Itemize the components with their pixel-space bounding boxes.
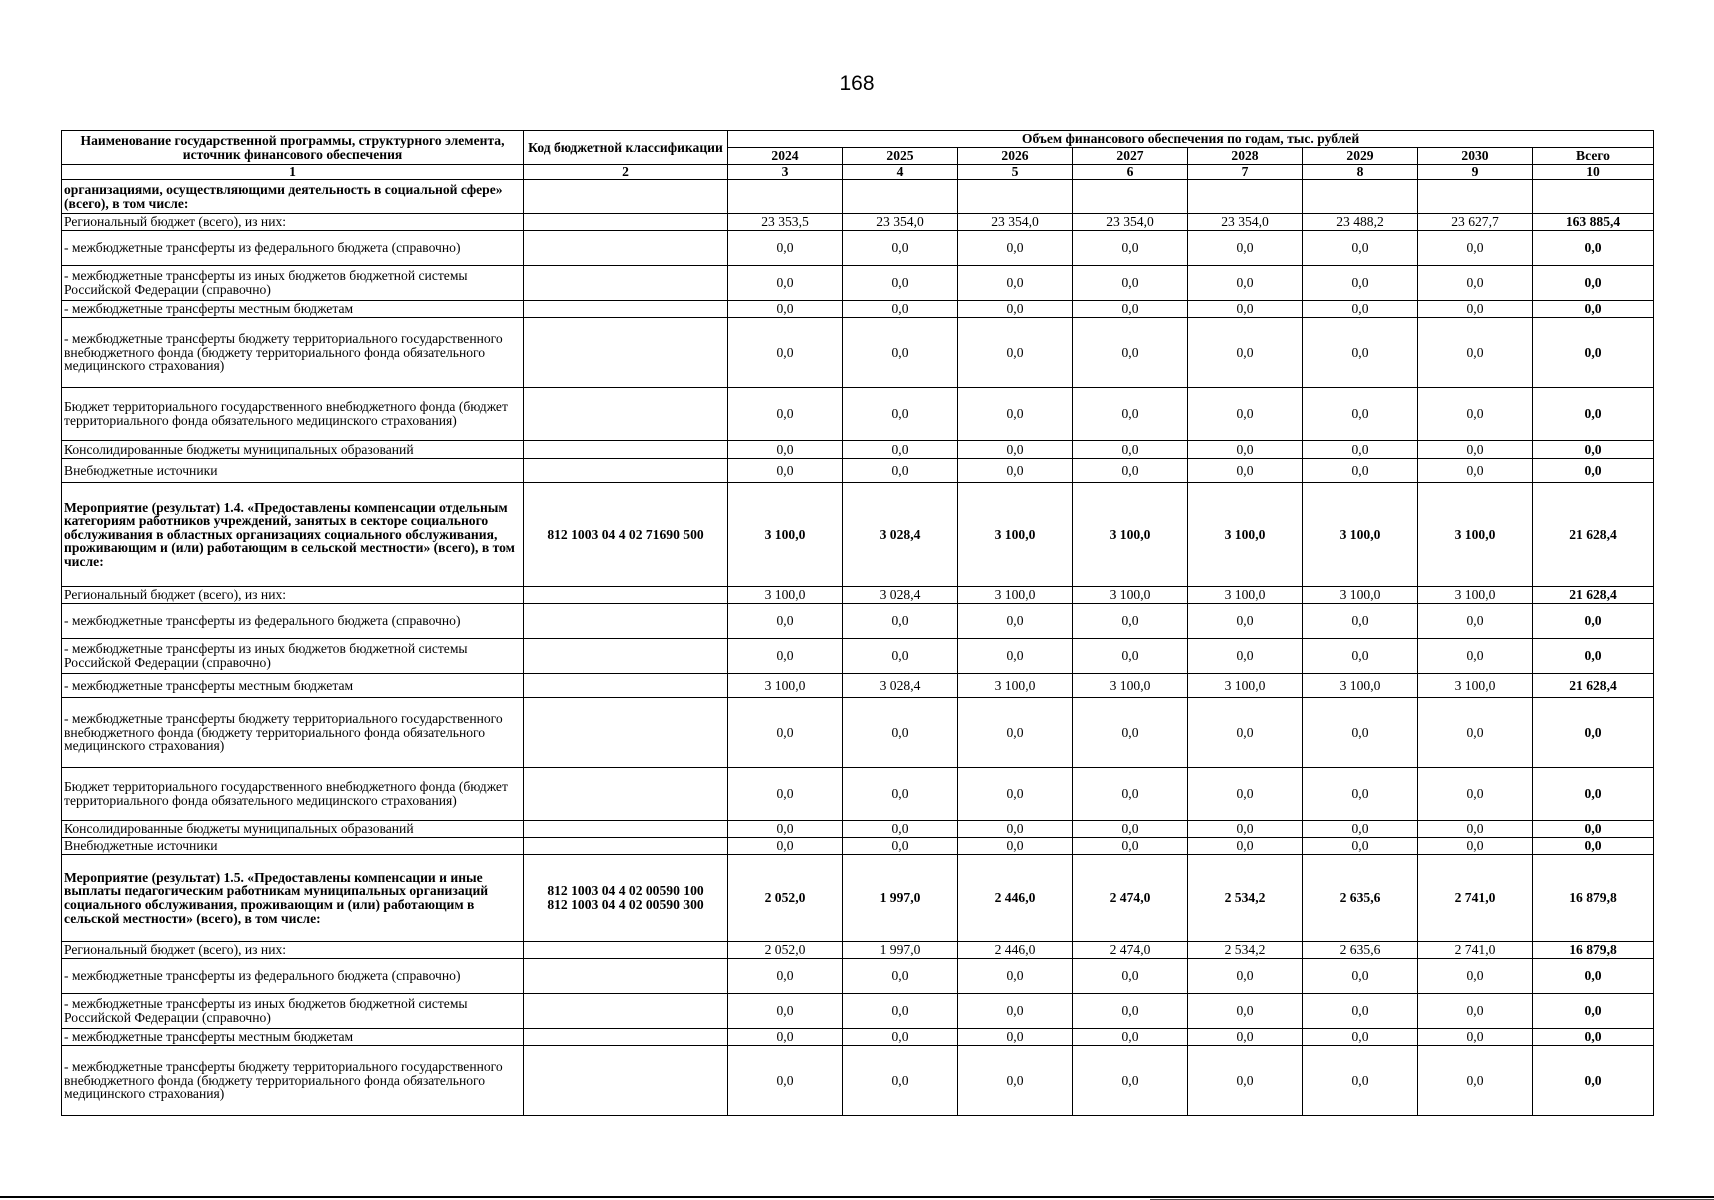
row-value-2024: 3 100,0 xyxy=(728,587,843,604)
row-value-2024: 0,0 xyxy=(728,459,843,483)
row-value-2026: 0,0 xyxy=(958,1046,1073,1116)
row-code xyxy=(524,942,728,959)
row-name: Региональный бюджет (всего), из них: xyxy=(62,214,524,231)
row-value-2029: 23 488,2 xyxy=(1303,214,1418,231)
row-total xyxy=(1533,180,1654,214)
row-value-2026: 0,0 xyxy=(958,459,1073,483)
row-name: - межбюджетные трансферты бюджету территориального государственного внебюджетного фонда (бюджету территориального фонда обязательного медицинского страхования) xyxy=(62,1046,524,1116)
table-row xyxy=(62,855,1654,942)
row-value-2026: 0,0 xyxy=(958,231,1073,266)
page-number: 168 xyxy=(839,72,875,95)
row-value-2030 xyxy=(1418,180,1533,214)
row-value-2030: 0,0 xyxy=(1418,231,1533,266)
row-value-2030: 0,0 xyxy=(1418,639,1533,674)
table-row xyxy=(62,768,1654,821)
table-row xyxy=(62,459,1654,483)
row-value-2025: 1 997,0 xyxy=(843,942,958,959)
row-value-2030: 0,0 xyxy=(1418,604,1533,639)
row-value-2024: 0,0 xyxy=(728,318,843,388)
row-value-2030: 0,0 xyxy=(1418,959,1533,994)
row-value-2026: 0,0 xyxy=(958,959,1073,994)
row-value-2027: 0,0 xyxy=(1073,768,1188,821)
row-value-2027: 0,0 xyxy=(1073,266,1188,301)
row-value-2029: 2 635,6 xyxy=(1303,942,1418,959)
row-value-2027: 3 100,0 xyxy=(1073,674,1188,698)
header-year-2029: 2029 xyxy=(1303,148,1418,165)
header-year-2027: 2027 xyxy=(1073,148,1188,165)
row-value-2028: 0,0 xyxy=(1188,388,1303,441)
row-value-2027: 3 100,0 xyxy=(1073,483,1188,587)
row-value-2024: 3 100,0 xyxy=(728,674,843,698)
row-total: 0,0 xyxy=(1533,698,1654,768)
row-value-2025: 3 028,4 xyxy=(843,587,958,604)
row-value-2029: 0,0 xyxy=(1303,388,1418,441)
row-value-2030: 0,0 xyxy=(1418,838,1533,855)
row-name: - межбюджетные трансферты из федерального бюджета (справочно) xyxy=(62,231,524,266)
row-value-2028: 0,0 xyxy=(1188,441,1303,459)
row-value-2027: 0,0 xyxy=(1073,1029,1188,1046)
row-value-2026: 0,0 xyxy=(958,604,1073,639)
row-value-2027: 0,0 xyxy=(1073,821,1188,838)
row-value-2029: 0,0 xyxy=(1303,768,1418,821)
row-name: Региональный бюджет (всего), из них: xyxy=(62,587,524,604)
table-row xyxy=(62,838,1654,855)
row-value-2028: 0,0 xyxy=(1188,698,1303,768)
row-value-2027: 0,0 xyxy=(1073,301,1188,318)
row-value-2026: 0,0 xyxy=(958,698,1073,768)
row-value-2025: 1 997,0 xyxy=(843,855,958,942)
row-value-2029: 3 100,0 xyxy=(1303,587,1418,604)
header-volume: Объем финансового обеспечения по годам, тыс. рублей xyxy=(728,131,1654,148)
header-year-2024: 2024 xyxy=(728,148,843,165)
row-value-2030: 3 100,0 xyxy=(1418,483,1533,587)
row-total: 0,0 xyxy=(1533,639,1654,674)
row-value-2028: 3 100,0 xyxy=(1188,587,1303,604)
row-value-2025: 0,0 xyxy=(843,821,958,838)
row-value-2028: 0,0 xyxy=(1188,318,1303,388)
table-row xyxy=(62,821,1654,838)
row-value-2030: 0,0 xyxy=(1418,441,1533,459)
column-index: 9 xyxy=(1418,165,1533,180)
column-index: 4 xyxy=(843,165,958,180)
row-value-2024: 0,0 xyxy=(728,301,843,318)
row-value-2025: 3 028,4 xyxy=(843,674,958,698)
table-row xyxy=(62,301,1654,318)
row-value-2027: 0,0 xyxy=(1073,441,1188,459)
row-value-2030: 0,0 xyxy=(1418,388,1533,441)
row-total: 16 879,8 xyxy=(1533,855,1654,942)
bottom-rule xyxy=(0,1196,1714,1198)
column-index: 2 xyxy=(524,165,728,180)
row-value-2026: 0,0 xyxy=(958,639,1073,674)
table-row xyxy=(62,639,1654,674)
row-value-2027: 0,0 xyxy=(1073,698,1188,768)
header-total: Всего xyxy=(1533,148,1654,165)
table-row xyxy=(62,318,1654,388)
row-code xyxy=(524,266,728,301)
row-name: Мероприятие (результат) 1.5. «Предоставлены компенсации и иные выплаты педагогическим работникам муниципальных организаций социального обслуживания, проживающим и (или) работающим в сельской местности» (всего), в том числе: xyxy=(62,855,524,942)
row-value-2025: 0,0 xyxy=(843,301,958,318)
row-value-2027: 23 354,0 xyxy=(1073,214,1188,231)
row-value-2025: 0,0 xyxy=(843,639,958,674)
row-value-2030: 0,0 xyxy=(1418,459,1533,483)
row-value-2030: 2 741,0 xyxy=(1418,855,1533,942)
row-total: 21 628,4 xyxy=(1533,483,1654,587)
row-value-2025: 3 028,4 xyxy=(843,483,958,587)
row-value-2028: 3 100,0 xyxy=(1188,674,1303,698)
row-value-2025: 0,0 xyxy=(843,441,958,459)
row-value-2027: 0,0 xyxy=(1073,318,1188,388)
row-value-2029: 0,0 xyxy=(1303,821,1418,838)
row-value-2028: 0,0 xyxy=(1188,821,1303,838)
header-year-2030: 2030 xyxy=(1418,148,1533,165)
row-total: 0,0 xyxy=(1533,994,1654,1029)
row-value-2029: 0,0 xyxy=(1303,698,1418,768)
row-value-2024: 2 052,0 xyxy=(728,942,843,959)
row-value-2025: 0,0 xyxy=(843,838,958,855)
row-value-2024: 23 353,5 xyxy=(728,214,843,231)
row-code xyxy=(524,388,728,441)
row-name: - межбюджетные трансферты из иных бюджетов бюджетной системы Российской Федерации (справочно) xyxy=(62,639,524,674)
row-value-2029: 0,0 xyxy=(1303,639,1418,674)
row-total: 0,0 xyxy=(1533,959,1654,994)
row-total: 163 885,4 xyxy=(1533,214,1654,231)
row-value-2028: 0,0 xyxy=(1188,231,1303,266)
row-value-2029: 0,0 xyxy=(1303,838,1418,855)
row-value-2024: 0,0 xyxy=(728,838,843,855)
table-row xyxy=(62,587,1654,604)
row-name: Бюджет территориального государственного внебюджетного фонда (бюджет территориального фонда обязательного медицинского страхования) xyxy=(62,768,524,821)
row-value-2027: 0,0 xyxy=(1073,1046,1188,1116)
row-value-2026: 3 100,0 xyxy=(958,587,1073,604)
row-total: 0,0 xyxy=(1533,301,1654,318)
row-name: Бюджет территориального государственного внебюджетного фонда (бюджет территориального фонда обязательного медицинского страхования) xyxy=(62,388,524,441)
row-value-2030: 0,0 xyxy=(1418,698,1533,768)
row-value-2024: 0,0 xyxy=(728,388,843,441)
row-value-2029: 0,0 xyxy=(1303,1046,1418,1116)
row-value-2024: 0,0 xyxy=(728,441,843,459)
row-value-2025 xyxy=(843,180,958,214)
row-value-2029: 0,0 xyxy=(1303,266,1418,301)
row-value-2027: 0,0 xyxy=(1073,959,1188,994)
row-name: - межбюджетные трансферты бюджету территориального государственного внебюджетного фонда (бюджету территориального фонда обязательного медицинского страхования) xyxy=(62,698,524,768)
row-value-2025: 0,0 xyxy=(843,231,958,266)
table-row xyxy=(62,994,1654,1029)
row-value-2024: 0,0 xyxy=(728,1029,843,1046)
header-code: Код бюджетной классификации xyxy=(524,131,728,165)
row-value-2030: 0,0 xyxy=(1418,994,1533,1029)
row-value-2026: 23 354,0 xyxy=(958,214,1073,231)
row-total: 0,0 xyxy=(1533,266,1654,301)
row-value-2028: 23 354,0 xyxy=(1188,214,1303,231)
row-value-2026: 3 100,0 xyxy=(958,483,1073,587)
table-row xyxy=(62,483,1654,587)
row-total: 21 628,4 xyxy=(1533,674,1654,698)
row-value-2024: 0,0 xyxy=(728,639,843,674)
row-value-2027: 0,0 xyxy=(1073,639,1188,674)
column-index: 6 xyxy=(1073,165,1188,180)
row-value-2029: 0,0 xyxy=(1303,604,1418,639)
row-value-2024: 2 052,0 xyxy=(728,855,843,942)
table-row xyxy=(62,1029,1654,1046)
row-value-2026: 0,0 xyxy=(958,838,1073,855)
table-row xyxy=(62,942,1654,959)
header-name: Наименование государственной программы, структурного элемента, источник финансового обеспечения xyxy=(62,131,524,165)
row-value-2024: 0,0 xyxy=(728,266,843,301)
table-row xyxy=(62,604,1654,639)
row-code xyxy=(524,441,728,459)
row-total: 0,0 xyxy=(1533,821,1654,838)
row-value-2026: 0,0 xyxy=(958,994,1073,1029)
row-value-2027 xyxy=(1073,180,1188,214)
row-value-2025: 23 354,0 xyxy=(843,214,958,231)
row-total: 16 879,8 xyxy=(1533,942,1654,959)
row-code xyxy=(524,821,728,838)
row-name: Внебюджетные источники xyxy=(62,838,524,855)
row-code xyxy=(524,1029,728,1046)
row-total: 0,0 xyxy=(1533,318,1654,388)
row-value-2027: 2 474,0 xyxy=(1073,942,1188,959)
row-value-2029: 0,0 xyxy=(1303,959,1418,994)
column-index: 1 xyxy=(62,165,524,180)
row-code xyxy=(524,180,728,214)
row-name: - межбюджетные трансферты из федерального бюджета (справочно) xyxy=(62,604,524,639)
row-value-2030: 23 627,7 xyxy=(1418,214,1533,231)
row-value-2024: 0,0 xyxy=(728,1046,843,1116)
row-value-2026: 0,0 xyxy=(958,266,1073,301)
row-value-2025: 0,0 xyxy=(843,318,958,388)
row-value-2027: 0,0 xyxy=(1073,838,1188,855)
header-year-2026: 2026 xyxy=(958,148,1073,165)
row-value-2026: 0,0 xyxy=(958,768,1073,821)
row-value-2024: 0,0 xyxy=(728,698,843,768)
row-value-2025: 0,0 xyxy=(843,459,958,483)
row-value-2029: 2 635,6 xyxy=(1303,855,1418,942)
table-body xyxy=(62,180,1654,1116)
row-name: - межбюджетные трансферты из иных бюджетов бюджетной системы Российской Федерации (справочно) xyxy=(62,266,524,301)
column-index: 10 xyxy=(1533,165,1654,180)
row-code xyxy=(524,698,728,768)
table-row xyxy=(62,266,1654,301)
row-value-2028: 0,0 xyxy=(1188,459,1303,483)
row-value-2025: 0,0 xyxy=(843,698,958,768)
row-value-2029: 0,0 xyxy=(1303,994,1418,1029)
row-value-2028: 0,0 xyxy=(1188,768,1303,821)
row-value-2028: 2 534,2 xyxy=(1188,942,1303,959)
table-row xyxy=(62,698,1654,768)
table-row xyxy=(62,959,1654,994)
row-value-2024: 0,0 xyxy=(728,604,843,639)
row-value-2024: 0,0 xyxy=(728,821,843,838)
row-value-2030: 2 741,0 xyxy=(1418,942,1533,959)
row-value-2030: 3 100,0 xyxy=(1418,587,1533,604)
row-value-2027: 0,0 xyxy=(1073,388,1188,441)
row-code xyxy=(524,459,728,483)
row-value-2028: 2 534,2 xyxy=(1188,855,1303,942)
row-name: - межбюджетные трансферты из иных бюджетов бюджетной системы Российской Федерации (справочно) xyxy=(62,994,524,1029)
row-code xyxy=(524,214,728,231)
row-value-2028: 0,0 xyxy=(1188,266,1303,301)
column-index: 7 xyxy=(1188,165,1303,180)
row-value-2027: 0,0 xyxy=(1073,459,1188,483)
row-value-2026: 0,0 xyxy=(958,318,1073,388)
row-value-2028: 0,0 xyxy=(1188,604,1303,639)
row-value-2029: 0,0 xyxy=(1303,301,1418,318)
table-row xyxy=(62,1046,1654,1116)
row-code xyxy=(524,959,728,994)
budget-table xyxy=(61,130,1654,1116)
row-value-2026: 2 446,0 xyxy=(958,942,1073,959)
table-row xyxy=(62,231,1654,266)
row-value-2030: 0,0 xyxy=(1418,1029,1533,1046)
row-value-2028: 0,0 xyxy=(1188,994,1303,1029)
row-value-2027: 0,0 xyxy=(1073,604,1188,639)
row-name: Мероприятие (результат) 1.4. «Предоставлены компенсации отдельным категориям работников учреждений, занятых в секторе социального обслуживания в областных организациях социального обслуживания, проживающим и (или) работающим в сельской местности» (всего), в том числе: xyxy=(62,483,524,587)
row-value-2030: 3 100,0 xyxy=(1418,674,1533,698)
row-name: Региональный бюджет (всего), из них: xyxy=(62,942,524,959)
row-code: 812 1003 04 4 02 00590 100 812 1003 04 4 02 00590 300 xyxy=(524,855,728,942)
row-value-2030: 0,0 xyxy=(1418,301,1533,318)
row-value-2027: 2 474,0 xyxy=(1073,855,1188,942)
row-value-2025: 0,0 xyxy=(843,994,958,1029)
row-code xyxy=(524,1046,728,1116)
column-index: 3 xyxy=(728,165,843,180)
row-value-2029: 0,0 xyxy=(1303,459,1418,483)
row-total: 0,0 xyxy=(1533,604,1654,639)
row-code xyxy=(524,674,728,698)
row-value-2030: 0,0 xyxy=(1418,821,1533,838)
row-total: 21 628,4 xyxy=(1533,587,1654,604)
row-value-2025: 0,0 xyxy=(843,388,958,441)
row-value-2029: 0,0 xyxy=(1303,231,1418,266)
row-total: 0,0 xyxy=(1533,1029,1654,1046)
row-name: Консолидированные бюджеты муниципальных образований xyxy=(62,821,524,838)
row-name: - межбюджетные трансферты бюджету территориального государственного внебюджетного фонда (бюджету территориального фонда обязательного медицинского страхования) xyxy=(62,318,524,388)
row-value-2026: 3 100,0 xyxy=(958,674,1073,698)
row-value-2028: 0,0 xyxy=(1188,639,1303,674)
row-value-2028: 0,0 xyxy=(1188,959,1303,994)
row-value-2024: 0,0 xyxy=(728,768,843,821)
header-year-2028: 2028 xyxy=(1188,148,1303,165)
row-value-2030: 0,0 xyxy=(1418,318,1533,388)
row-value-2029 xyxy=(1303,180,1418,214)
row-value-2025: 0,0 xyxy=(843,1046,958,1116)
row-value-2026: 0,0 xyxy=(958,441,1073,459)
row-value-2029: 0,0 xyxy=(1303,1029,1418,1046)
row-total: 0,0 xyxy=(1533,231,1654,266)
row-value-2028 xyxy=(1188,180,1303,214)
row-code xyxy=(524,994,728,1029)
table-row xyxy=(62,441,1654,459)
row-value-2028: 0,0 xyxy=(1188,1046,1303,1116)
row-code xyxy=(524,639,728,674)
row-value-2025: 0,0 xyxy=(843,768,958,821)
row-code xyxy=(524,587,728,604)
row-code xyxy=(524,318,728,388)
row-code xyxy=(524,768,728,821)
row-value-2028: 3 100,0 xyxy=(1188,483,1303,587)
row-code xyxy=(524,231,728,266)
table-row xyxy=(62,214,1654,231)
row-value-2029: 3 100,0 xyxy=(1303,483,1418,587)
row-value-2028: 0,0 xyxy=(1188,301,1303,318)
row-code: 812 1003 04 4 02 71690 500 xyxy=(524,483,728,587)
row-value-2028: 0,0 xyxy=(1188,1029,1303,1046)
row-value-2026: 2 446,0 xyxy=(958,855,1073,942)
row-value-2024: 0,0 xyxy=(728,994,843,1029)
row-value-2030: 0,0 xyxy=(1418,266,1533,301)
row-value-2025: 0,0 xyxy=(843,959,958,994)
row-name: Внебюджетные источники xyxy=(62,459,524,483)
row-value-2029: 3 100,0 xyxy=(1303,674,1418,698)
row-value-2027: 0,0 xyxy=(1073,231,1188,266)
table-row xyxy=(62,388,1654,441)
row-value-2026: 0,0 xyxy=(958,821,1073,838)
row-value-2028: 0,0 xyxy=(1188,838,1303,855)
row-value-2024: 0,0 xyxy=(728,231,843,266)
row-value-2027: 0,0 xyxy=(1073,994,1188,1029)
row-value-2025: 0,0 xyxy=(843,1029,958,1046)
row-total: 0,0 xyxy=(1533,441,1654,459)
table-row xyxy=(62,180,1654,214)
row-value-2027: 3 100,0 xyxy=(1073,587,1188,604)
row-value-2030: 0,0 xyxy=(1418,1046,1533,1116)
row-value-2026: 0,0 xyxy=(958,388,1073,441)
table-row xyxy=(62,674,1654,698)
row-value-2029: 0,0 xyxy=(1303,441,1418,459)
row-value-2030: 0,0 xyxy=(1418,768,1533,821)
row-total: 0,0 xyxy=(1533,459,1654,483)
column-index: 5 xyxy=(958,165,1073,180)
row-value-2025: 0,0 xyxy=(843,604,958,639)
row-value-2024: 3 100,0 xyxy=(728,483,843,587)
header-year-2025: 2025 xyxy=(843,148,958,165)
row-code xyxy=(524,604,728,639)
row-value-2029: 0,0 xyxy=(1303,318,1418,388)
row-value-2024 xyxy=(728,180,843,214)
row-total: 0,0 xyxy=(1533,768,1654,821)
row-value-2025: 0,0 xyxy=(843,266,958,301)
row-value-2026: 0,0 xyxy=(958,301,1073,318)
row-code xyxy=(524,301,728,318)
row-name: - межбюджетные трансферты местным бюджетам xyxy=(62,301,524,318)
row-name: - межбюджетные трансферты местным бюджетам xyxy=(62,1029,524,1046)
row-name: - межбюджетные трансферты из федерального бюджета (справочно) xyxy=(62,959,524,994)
row-total: 0,0 xyxy=(1533,388,1654,441)
column-index: 8 xyxy=(1303,165,1418,180)
row-total: 0,0 xyxy=(1533,838,1654,855)
row-name: Консолидированные бюджеты муниципальных образований xyxy=(62,441,524,459)
row-value-2026 xyxy=(958,180,1073,214)
row-code xyxy=(524,838,728,855)
row-name: - межбюджетные трансферты местным бюджетам xyxy=(62,674,524,698)
row-total: 0,0 xyxy=(1533,1046,1654,1116)
row-value-2024: 0,0 xyxy=(728,959,843,994)
row-name: организациями, осуществляющими деятельность в социальной сфере» (всего), в том числе: xyxy=(62,180,524,214)
row-value-2026: 0,0 xyxy=(958,1029,1073,1046)
